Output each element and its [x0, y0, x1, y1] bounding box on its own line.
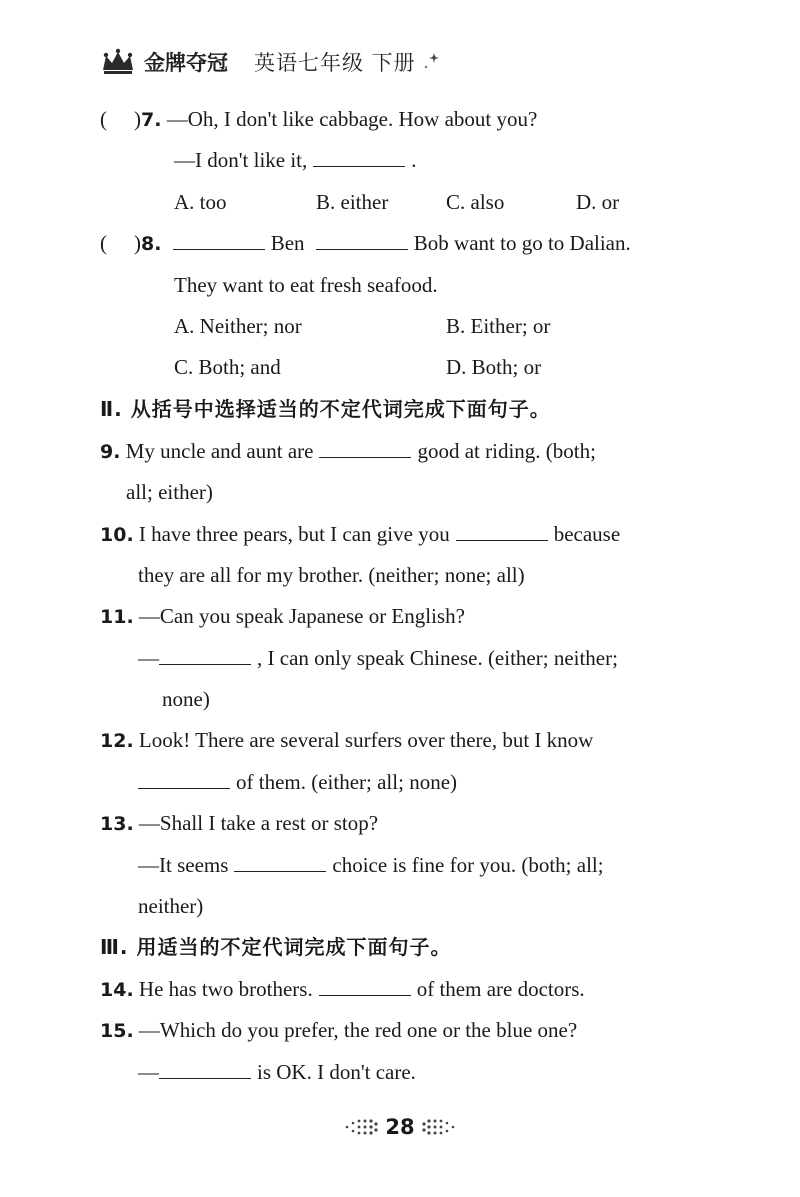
page-number-footer: [0, 1115, 800, 1139]
question-number: 15.: [100, 1020, 134, 1042]
question-7-line-2: —I don't like it, .: [174, 148, 417, 172]
question-9: 9. My uncle and aunt are good at riding. (both;: [100, 439, 596, 463]
crown-icon: [100, 48, 136, 76]
question-9-line-2: all; either): [126, 480, 213, 504]
question-10-line-2: they are all for my brother. (neither; none; all): [138, 563, 525, 587]
answer-blank[interactable]: [313, 148, 405, 167]
q8-option-d: D. Both; or: [446, 355, 542, 379]
answer-blank[interactable]: [159, 646, 251, 665]
q7-option-d: D. or: [576, 190, 620, 214]
question-number: 11.: [100, 606, 134, 628]
question-text: —Oh, I don't like cabbage. How about you?: [166, 107, 538, 131]
section-2-heading: Ⅱ. 从括号中选择适当的不定代词完成下面句子。: [100, 397, 551, 421]
section-3-heading: Ⅲ. 用适当的不定代词完成下面句子。: [100, 935, 452, 959]
question-15: 15. —Which do you prefer, the red one or the blue one?: [100, 1018, 578, 1042]
question-8-line-2: They want to eat fresh seafood.: [174, 273, 438, 297]
question-14: 14. He has two brothers. of them are doctors.: [100, 977, 585, 1001]
question-13-line-3: neither): [138, 894, 204, 918]
answer-blank[interactable]: [159, 1060, 251, 1079]
answer-bracket: (: [100, 107, 107, 131]
brand-title: 金牌夺冠: [144, 51, 228, 75]
answer-blank[interactable]: [319, 977, 411, 996]
answer-blank[interactable]: [138, 770, 230, 789]
question-11: 11. —Can you speak Japanese or English?: [100, 604, 465, 628]
question-15-line-2: — is OK. I don't care.: [138, 1060, 416, 1084]
page-header: [100, 44, 442, 80]
question-12: 12. Look! There are several surfers over there, but I know: [100, 728, 594, 752]
decorative-dots-icon: [343, 1118, 379, 1136]
question-number: 13.: [100, 813, 134, 835]
question-8: ( )8. Ben Bob want to go to Dalian.: [100, 228, 631, 259]
answer-blank[interactable]: [316, 231, 408, 250]
sparkle-icon: [420, 51, 442, 73]
question-number: 14.: [100, 979, 134, 1001]
question-number: 12.: [100, 730, 134, 752]
q7-option-c: C. also: [446, 190, 505, 214]
q7-option-a: A. too: [174, 190, 227, 214]
question-number: 8.: [141, 233, 162, 255]
question-10: 10. I have three pears, but I can give you because: [100, 522, 621, 546]
question-13: 13. —Shall I take a rest or stop?: [100, 811, 379, 835]
q7-option-b: B. either: [316, 190, 389, 214]
question-11-line-2: — , I can only speak Chinese. (either; neither;: [138, 646, 618, 670]
answer-blank[interactable]: [456, 522, 548, 541]
question-7: ( )7. —Oh, I don't like cabbage. How about you?: [100, 104, 537, 135]
question-number: 9.: [100, 441, 121, 463]
answer-blank[interactable]: [234, 853, 326, 872]
question-number: 7.: [141, 109, 162, 131]
q8-option-b: B. Either; or: [446, 314, 551, 338]
answer-bracket: (: [100, 231, 107, 255]
question-11-line-3: none): [162, 687, 210, 711]
book-subject: 英语七年级 下册: [254, 51, 416, 75]
question-number: 10.: [100, 524, 134, 546]
q8-option-c: C. Both; and: [174, 355, 281, 379]
question-12-line-2: of them. (either; all; none): [138, 767, 457, 797]
decorative-dots-icon: [421, 1118, 457, 1136]
answer-blank[interactable]: [173, 231, 265, 250]
page-number: 28: [385, 1115, 415, 1139]
q8-option-a: A. Neither; nor: [174, 314, 302, 338]
question-13-line-2: —It seems choice is fine for you. (both; all;: [138, 853, 604, 877]
answer-blank[interactable]: [319, 439, 411, 458]
